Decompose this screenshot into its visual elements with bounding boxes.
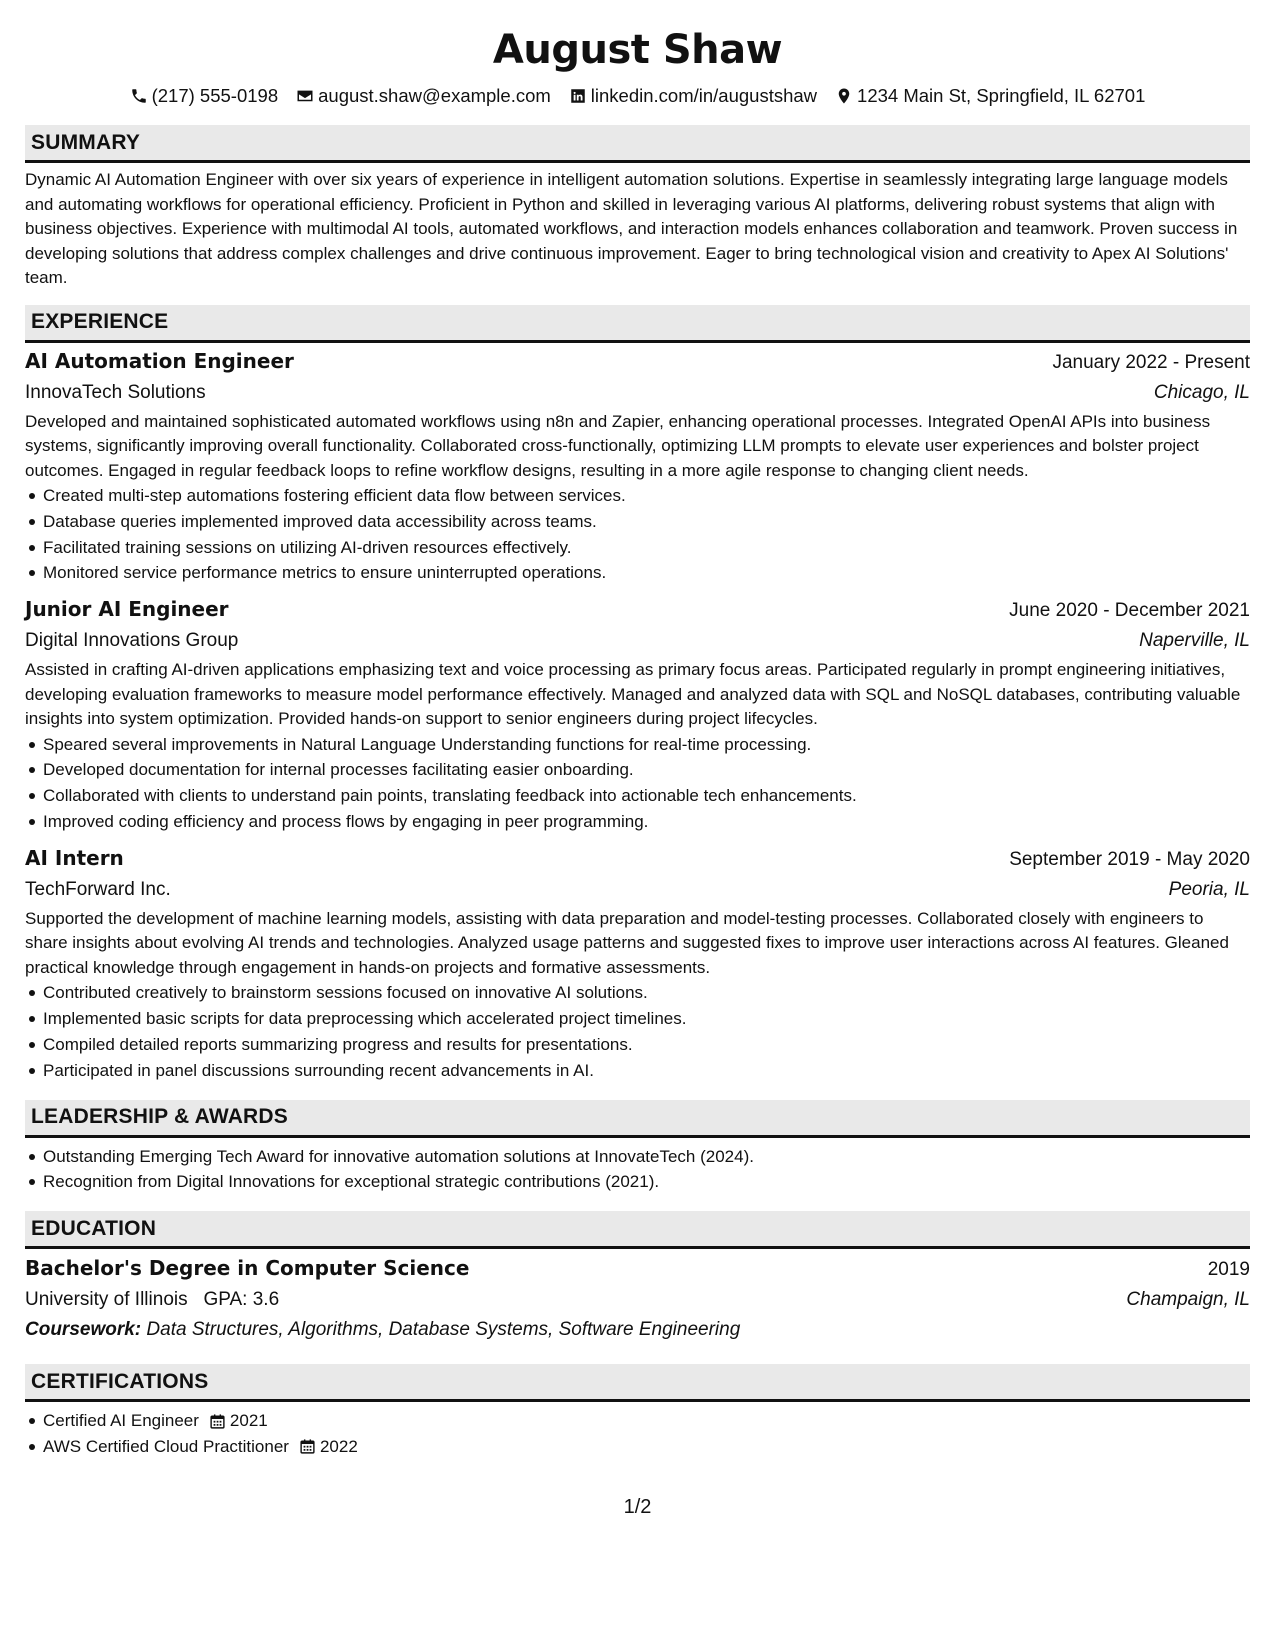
experience-section (25, 305, 1250, 1084)
job-entry (25, 843, 1250, 1084)
education-section (25, 1211, 1250, 1345)
job-title-row (25, 594, 1250, 626)
education-heading: EDUCATION (25, 1211, 1250, 1249)
job-description: Developed and maintained sophisticated automated workflows using n8n and Zapier, enhancing operational processes. Integrated OpenAI APIs into business systems, significantly improving overall functionality. Collaborated cross-functionally, optimizing LLM prompts to elevate user experiences and bolster project outcomes. Engaged in regular feedback loops to refine workflow designs, resulting in a more agile response to changing client needs. (25, 411, 1211, 480)
list-item: Speared several improvements in Natural Language Understanding functions for real-time processing. (43, 732, 1250, 758)
job-company: TechForward Inc. (25, 878, 171, 900)
leadership-section (25, 1100, 1250, 1196)
email-link[interactable]: august.shaw@example.com (318, 85, 551, 106)
address-text: 1234 Main St, Springfield, IL 62701 (857, 85, 1146, 106)
map-pin-icon (835, 87, 853, 105)
job-dates: September 2019 - May 2020 (1009, 848, 1250, 870)
contact-phone (130, 83, 279, 109)
cert-row (43, 1408, 1250, 1434)
degree-row (25, 1253, 1250, 1285)
coursework-label: Coursework: (25, 1319, 142, 1341)
certifications-section (25, 1364, 1250, 1460)
linkedin-link[interactable]: linkedin.com/in/augustshaw (590, 85, 818, 106)
cert-row (43, 1434, 1250, 1460)
job-location: Chicago, IL (1153, 381, 1250, 403)
certifications-list (25, 1408, 1250, 1460)
coursework-list: Data Structures, Algorithms, Database Systems, Software Engineering (146, 1319, 741, 1341)
envelope-icon (296, 87, 314, 105)
cert-year-text: 2021 (229, 1411, 268, 1431)
job-description: Supported the development of machine learning models, assisting with data preparation and model-testing processes. Collaborated closely with engineers to share insights about evolving AI trends and technologies. Analyzed usage patterns and suggested fixes to improve user interactions across AI features. Gleaned practical knowledge through engagement in hands-on projects and formative assessments. (25, 908, 1229, 977)
job-title-row (25, 346, 1250, 378)
leadership-heading: LEADERSHIP & AWARDS (25, 1100, 1250, 1138)
phone-icon (130, 87, 148, 105)
list-item: Facilitated training sessions on utilizing AI-driven resources effectively. (43, 535, 1250, 561)
candidate-name: August Shaw (492, 27, 783, 73)
list-item: Outstanding Emerging Tech Award for innovative automation solutions at InnovateTech (2024). (43, 1144, 1250, 1170)
certifications-heading: CERTIFICATIONS (25, 1364, 1250, 1402)
job-location: Naperville, IL (1139, 630, 1250, 652)
list-item: Database queries implemented improved data accessibility across teams. (43, 509, 1250, 535)
cert-name: Certified AI Engineer (43, 1411, 199, 1431)
list-item: Monitored service performance metrics to ensure uninterrupted operations. (43, 560, 1250, 586)
cert-year (299, 1434, 358, 1460)
school-row (25, 1285, 1250, 1315)
list-item: Contributed creatively to brainstorm sessions focused on innovative AI solutions. (43, 980, 1250, 1006)
job-entry (25, 594, 1250, 835)
coursework (25, 1315, 1250, 1345)
job-bullets (25, 483, 1250, 586)
job-description: Assisted in crafting AI-driven applications emphasizing text and voice processing as primary focus areas. Participated regularly in prompt engineering initiatives, developing evaluation frameworks to measure model performance effectively. Managed and analyzed data with SQL and NoSQL databases, contributing valuable insights into system optimization. Provided hands-on support to senior engineers during project lifecycles. (25, 660, 1241, 729)
list-item: Compiled detailed reports summarizing progress and results for presentations. (43, 1032, 1250, 1058)
education-entry (25, 1253, 1250, 1345)
list-item: Collaborated with clients to understand pain points, translating feedback into actionable tech enhancements. (43, 783, 1250, 809)
list-item: Improved coding efficiency and process flows by engaging in peer programming. (43, 809, 1250, 835)
contact-bar (25, 83, 1250, 109)
job-entry (25, 346, 1250, 587)
school-location: Champaign, IL (1126, 1289, 1250, 1311)
job-company-row (25, 626, 1250, 656)
calendar-icon (209, 1413, 226, 1430)
cert-year-text: 2022 (319, 1436, 358, 1456)
job-bullets (25, 980, 1250, 1083)
experience-heading: EXPERIENCE (25, 305, 1250, 343)
list-item (43, 1408, 1250, 1434)
cert-year (209, 1408, 268, 1434)
summary-heading: SUMMARY (25, 125, 1250, 163)
job-company: InnovaTech Solutions (25, 381, 206, 403)
gpa: GPA: 3.6 (203, 1289, 280, 1311)
job-dates: June 2020 - December 2021 (1009, 600, 1250, 622)
page-number: 1/2 (623, 1496, 652, 1518)
summary-text: Dynamic AI Automation Engineer with over six years of experience in intelligent automation solutions. Expertise in seamlessly integrating large language models and automating workflows for operational efficiency. Proficient in Python and skilled in leveraging various AI platforms, delivering robust systems that align with business objectives. Experience with multimodal AI tools, automated workflows, and interaction models enhances collaboration and teamwork. Proven success in developing solutions that address complex challenges and drive continuous improvement. Eager to bring technological vision and creativity to Apex AI Solutions' team. (25, 170, 1238, 287)
phone-text: (217) 555-0198 (151, 85, 279, 106)
list-item (43, 1434, 1250, 1460)
degree-title: Bachelor's Degree in Computer Science (25, 1256, 470, 1281)
contact-address (835, 83, 1145, 109)
list-item: Implemented basic scripts for data preprocessing which accelerated project timelines. (43, 1006, 1250, 1032)
list-item: Recognition from Digital Innovations for exceptional strategic contributions (2021). (43, 1169, 1250, 1195)
job-title: Junior AI Engineer (25, 597, 229, 622)
job-company-row (25, 378, 1250, 408)
job-bullets (25, 732, 1250, 835)
job-location: Peoria, IL (1168, 878, 1250, 900)
school-info (25, 1285, 279, 1315)
summary-section (25, 125, 1250, 291)
job-title-row (25, 843, 1250, 875)
list-item: Created multi-step automations fostering efficient data flow between services. (43, 483, 1250, 509)
job-title: AI Intern (25, 845, 124, 870)
contact-linkedin[interactable] (569, 83, 817, 109)
resume-page (25, 0, 1250, 1460)
calendar-icon (299, 1438, 316, 1455)
contact-email[interactable] (296, 83, 551, 109)
school-name: University of Illinois (25, 1289, 188, 1311)
list-item: Developed documentation for internal processes facilitating easier onboarding. (43, 757, 1250, 783)
job-company-row (25, 875, 1250, 905)
job-company: Digital Innovations Group (25, 630, 239, 652)
job-title: AI Automation Engineer (25, 348, 294, 373)
graduation-year: 2019 (1207, 1259, 1250, 1281)
list-item: Participated in panel discussions surrounding recent advancements in AI. (43, 1058, 1250, 1084)
awards-list (25, 1144, 1250, 1196)
cert-name: AWS Certified Cloud Practitioner (43, 1436, 289, 1456)
job-dates: January 2022 - Present (1052, 351, 1250, 373)
linkedin-icon (569, 87, 587, 105)
